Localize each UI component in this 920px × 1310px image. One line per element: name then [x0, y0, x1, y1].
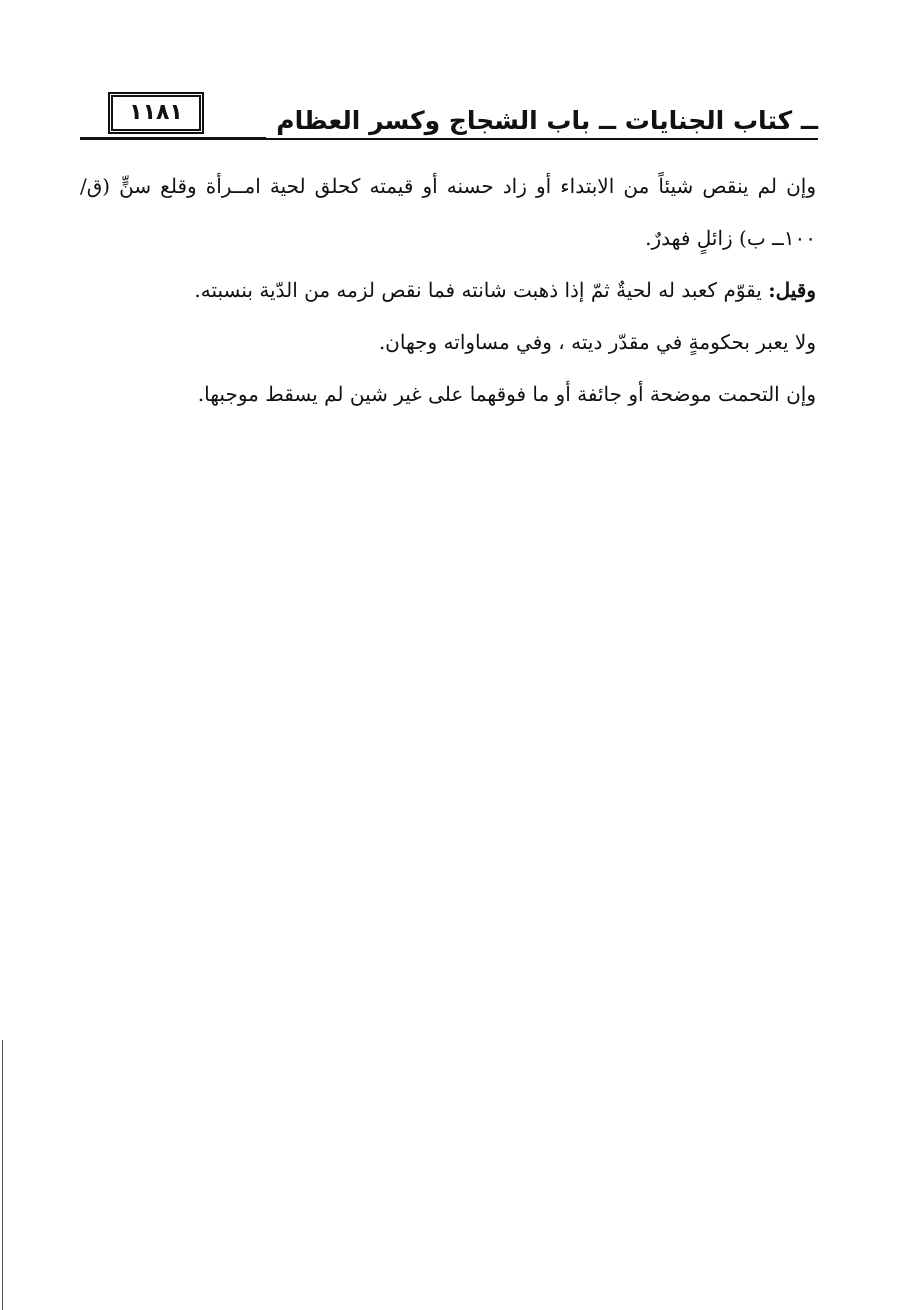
paragraph-lead: وقيل: [768, 278, 816, 302]
paragraph-1 [80, 160, 816, 264]
running-title: ــ كتاب الجنايات ــ باب الشجاج وكسر العظام [266, 104, 818, 138]
paragraph-3 [80, 316, 816, 368]
paragraph-text: وإن التحمت موضحة أو جائفة أو ما فوقهما على غير شين لم يسقط موجبها. [197, 382, 816, 406]
paragraph-text: وإن لم ينقص شيئاً من الابتداء أو زاد حسنه أو قيمته كحلق لحية امــرأة وقلع سنٍّ (ق/١٠٠ــ ب) زائلٍ فهدرٌ. [80, 174, 816, 250]
paragraph-text: يقوّم كعبد له لحيةٌ ثمّ إذا ذهبت شانته فما نقص لزمه من الدّية بنسبته. [194, 278, 769, 302]
scan-edge-line [2, 1040, 3, 1310]
page-number: ١١٨١ [108, 92, 204, 134]
body-text [80, 160, 816, 420]
page-header [80, 92, 818, 148]
paragraph-text: ولا يعبر بحكومةٍ في مقدّر ديته ، وفي مساواته وجهان. [378, 330, 816, 354]
paragraph-2 [80, 264, 816, 316]
paragraph-4 [80, 368, 816, 420]
